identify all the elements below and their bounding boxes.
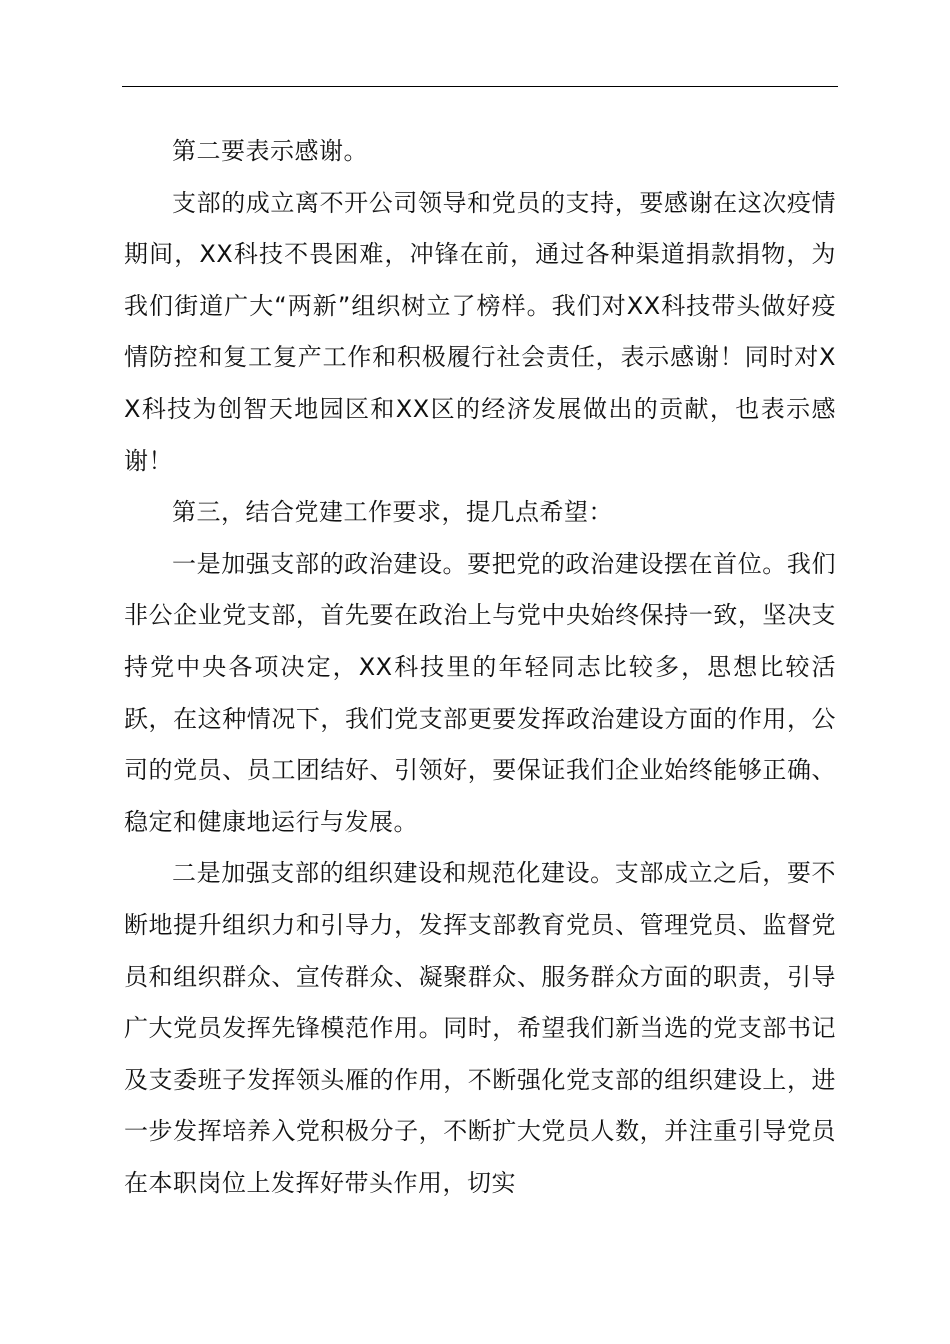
header-rule [122, 86, 838, 87]
paragraph: 支部的成立离不开公司领导和党员的支持，要感谢在这次疫情期间，XX科技不畏困难，冲锋在前，通过各种渠道捐款捐物，为我们街道广大“两新”组织树立了榜样。我们对XX科技带头做好疫情防控和复工复产工作和积极履行社会责任，表示感谢！同时对XX科技为创智天地园区和XX区的经济发展做出的贡献，也表示感谢！ [124, 188, 836, 475]
paragraph: 第三，结合党建工作要求，提几点希望： [172, 498, 613, 527]
paragraph: 一是加强支部的政治建设。要把党的政治建设摆在首位。我们非公企业党支部，首先要在政治上与党中央始终保持一致，坚决支持党中央各项决定，XX科技里的年轻同志比较多，思想比较活跃，在这种情况下，我们党支部更要发挥政治建设方面的作用，公司的党员、员工团结好、引领好，要保证我们企业始终能够正确、稳定和健康地运行与发展。 [124, 549, 836, 836]
paragraph: 第二要表示感谢。 [172, 137, 368, 165]
paragraph: 二是加强支部的组织建设和规范化建设。支部成立之后，要不断地提升组织力和引导力，发挥支部教育党员、管理党员、监督党员和组织群众、宣传群众、凝聚群众、服务群众方面的职责，引导广大党员发挥先锋模范作用。同时，希望我们新当选的党支部书记及支委班子发挥领头雁的作用，不断强化党支部的组织建设上，进一步发挥培养入党积极分子，不断扩大党员人数，并注重引导党员在本职岗位上发挥好带头作用，切实 [124, 859, 836, 1197]
document-body [124, 126, 836, 1209]
